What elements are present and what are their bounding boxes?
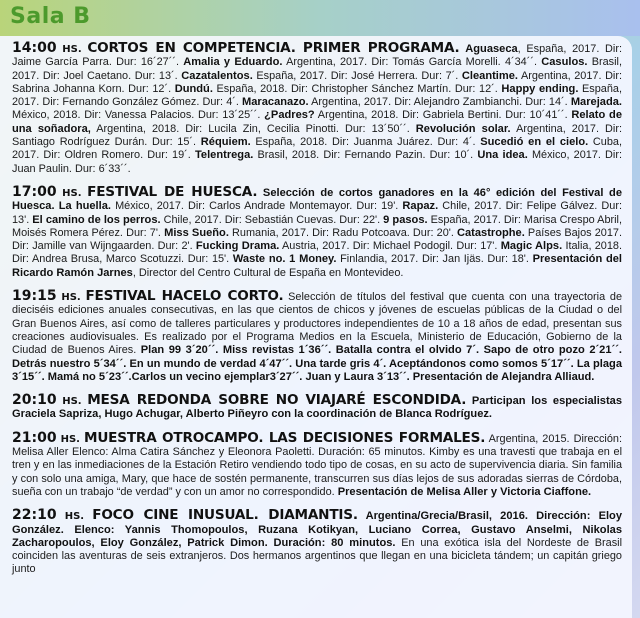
bold-text-run: 9 pasos.	[383, 213, 428, 226]
text-run: Chile, 2017. Dir: Felipe Gálvez. Dur: 13'.	[12, 200, 622, 226]
text-run: Finlandia, 2017. Dir: Jan Ijäs. Dur: 18'.	[336, 253, 533, 266]
text-run: España, 2018. Dir: Juanma Juárez. Dur: 4´.	[250, 136, 481, 149]
text-run: Argentina, 2017. Dir: Santiago Rodríguez Durán. Dur: 15´.	[12, 122, 622, 149]
bold-text-run: Sucedió en el cielo.	[480, 136, 589, 149]
event-description	[12, 43, 622, 175]
text-run: Argentina, 2018. Dir: Lucila Zin, Cecilia Pinotti. Dur: 13´50´´.	[90, 122, 416, 135]
event-description	[12, 291, 622, 383]
text-run: España, 2018. Dir: Christopher Sánchez Martín. Dur: 12´.	[212, 82, 502, 95]
text-run: España, 2017. Dir: Marisa Crespo Abril, Moisés Romera Pérez. Dur: 7'.	[12, 213, 622, 239]
text-run: Brasil, 2017. Dir: Joel Caetano. Dur: 13´.	[12, 56, 622, 82]
text-run: Argentina, 2018. Dir: Gabriela Bertini. Dur: 10´41´´.	[314, 109, 572, 122]
bold-text-run: Waste no. 1 Money.	[232, 253, 337, 266]
event-heading: CORTOS EN COMPETENCIA. PRIMER PROGRAMA.	[87, 40, 460, 56]
bold-text-run: Presentación del Ricardo Ramón Jarnes	[12, 253, 622, 279]
event-description	[12, 187, 622, 279]
event-time: 14:00	[12, 40, 57, 56]
event-heading: FOCO CINE INUSUAL. DIAMANTIS.	[92, 507, 358, 524]
bold-text-run: Revolución solar.	[415, 122, 511, 135]
event-heading: MESA REDONDA SOBRE NO VIAJARÉ ESCONDIDA.	[87, 392, 467, 409]
bold-text-run: Participan los especialistas Graciela Sapriza, Hugo Achugar, Alberto Piñeyro con la coordinación de Blanca Rodríguez.	[12, 395, 623, 421]
text-run: España, 2017. Dir: José Herrera. Dur: 7´.	[252, 69, 462, 82]
text-run: Rumania, 2017. Dir: Radu Potcoava. Dur: 20'.	[228, 226, 457, 239]
text-run: México, 2018. Dir: Vanessa Palacios. Dur: 13´25´´.	[12, 109, 265, 122]
event-block	[12, 429, 622, 499]
event-time: 22:10	[12, 507, 57, 524]
room-title: Sala B	[10, 4, 91, 29]
text-run: Argentina, 2017. Dir: Alejandro Zambianchi. Dur: 14´.	[308, 96, 571, 109]
bold-text-run: Presentación de Melisa Aller y Victoria Ciaffone.	[337, 485, 592, 498]
event-time-unit: HS.	[62, 396, 82, 408]
text-run: Argentina, 2017. Dir: Tomás García Morelli. 4´34´´.	[282, 56, 542, 69]
event-time: 17:00	[12, 183, 57, 200]
event-time: 20:10	[12, 392, 57, 409]
bold-text-run: Selección de cortos ganadores en la 46° edición del Festival de Huesca. La huella.	[12, 186, 622, 213]
event-heading: FESTIVAL DE HUESCA.	[87, 183, 258, 200]
bold-text-run: ¿Padres?	[264, 109, 315, 122]
event-heading: MUESTRA OTROCAMPO. LAS DECISIONES FORMALES.	[84, 429, 486, 446]
text-run: , Director del Centro Cultural de España en Montevideo.	[132, 266, 404, 279]
event-time-unit: HS.	[62, 44, 82, 55]
text-run: Italia, 2018. Dir: Andrea Brusa, Marco Scotuzzi. Dur: 15'.	[12, 240, 622, 266]
bold-text-run: Una idea.	[477, 149, 528, 162]
text-run: Chile, 2017. Dir: Sebastián Cuevas. Dur: 22'.	[160, 213, 384, 226]
event-block	[12, 42, 622, 176]
bold-text-run: Dundú.	[174, 82, 213, 95]
bold-text-run: El camino de los perros.	[32, 213, 161, 226]
text-run: En una exótica isla del Nordeste de Brasil coinciden las aventuras de seis extranjeros. Dos hermanos argentinos que llegan en una bicicleta tándem; un capitán griego junto	[12, 536, 622, 576]
event-block	[12, 183, 622, 280]
text-run: México, 2017. Dir: Juan Paulin. Dur: 6´33´´.	[12, 149, 622, 175]
text-run: Argentina, 2017. Dir: Sabrina Johanna Korn. Dur: 12´.	[12, 69, 623, 95]
event-heading: FESTIVAL HACELO CORTO.	[85, 288, 284, 305]
bold-text-run: Casulos.	[541, 56, 588, 69]
event-time-unit: HS.	[61, 292, 81, 304]
event-time-unit: HS.	[60, 433, 80, 445]
bold-text-run: Relato de una soñadora,	[12, 109, 622, 135]
bold-text-run: Miss Sueño.	[164, 226, 229, 239]
bold-text-run: Réquiem.	[200, 136, 251, 149]
header-bar	[0, 0, 640, 36]
bold-text-run: Plan 99 3´20´´. Miss revistas 1´36´´. Batalla contra el olvido 7´. Sapo de otro pozo 2´21´´. Detrás nuestro 5´34´´. En un mundo de verdad 4´47´´. Una tarde gris 4´. Aceptándonos como somos 5´17´´. La plaga 3´15´´. Mamá no 5´23´´.Carlos un vecino ejemplar3´27´´. Juan y Laura 3´13´´. Presentación de Alejandra Alliaud.	[12, 344, 622, 383]
text-run: Países Bajos 2017. Dir: Jamille van Wijngaarden. Dur: 2'.	[12, 226, 622, 253]
text-run: México, 2017. Dir: Carlos Andrade Montemayor. Dur: 19'.	[110, 200, 403, 213]
bold-text-run: Maracanazo.	[242, 96, 309, 109]
bold-text-run: Telentrega.	[194, 149, 254, 162]
bold-text-run: Catastrophe.	[456, 226, 525, 239]
bold-text-run: Argentina/Grecia/Brasil, 2016. Dirección: Eloy González. Elenco: Yannis Thomopoulos, Ruzana Kotikyan, Luciano Correa, Gustavo Anselmi, Nikolas Zacharopoulos, Eloy González, Patrick Dimon. Duración: 80 minutos.	[12, 510, 622, 549]
event-time: 21:00	[12, 429, 57, 446]
bold-text-run: Fucking Drama.	[195, 240, 280, 253]
bold-text-run: Magic Alps.	[500, 240, 563, 253]
schedule-panel	[0, 36, 632, 618]
bold-text-run: Marejada.	[570, 96, 622, 109]
event-block	[12, 509, 622, 576]
text-run: Selección de títulos del festival que cuenta con una trayectoria de dieciséis ediciones anuales consecutivas, en las que cientos de chicos y jóvenes de escuelas públicas de la Ciudad o del Gran Buenos Aires, así como de talleres particulares y productores independientes de 10 a 18 años de edad, presentan sus creaciones audiovisuales. Es realizado por el Programa Medios en la Escuela, Ministerio de Educación, Gobierno de la Ciudad de Buenos Aires.	[12, 291, 622, 357]
text-run: Brasil, 2018. Dir: Fernando Pazin. Dur: 10´.	[253, 149, 478, 162]
text-run: Argentina, 2015. Dirección: Melisa Aller Elenco: Alma Catira Sánchez y Eleonora Paoletti. Duración: 65 minutos. Kimby es una travesti que trabaja en el tren y en las inmediaciones de la Estación Retiro vendiendo todo tipo de cosas, en su acto de supervivencia diaria. Sin familia y con solo una amiga, Mary, que hace de sostén permanente, transcurren sus días lejos de sus adoradas sierras de Córdoba, sueña con un trabajo “de verdad” y con un amor no correspondido.	[12, 432, 622, 498]
text-run: Austria, 2017. Dir: Michael Podogil. Dur: 17'.	[279, 240, 501, 253]
text-run: Cuba, 2017. Dir: Oldren Romero. Dur: 19´.	[12, 136, 622, 162]
bold-text-run: Aguaseca	[465, 43, 518, 55]
text-run: , España, 2017. Dir: Jaime García Parra. Dur: 16´27´´.	[12, 43, 622, 69]
bold-text-run: Amalia y Eduardo.	[183, 56, 283, 69]
event-block	[12, 290, 622, 384]
bold-text-run: Cazatalentos.	[181, 69, 253, 82]
text-run: España, 2017. Dir: Fernando González Gómez. Dur: 4´.	[12, 82, 622, 109]
event-time-unit: HS.	[62, 187, 82, 199]
event-time: 19:15	[12, 288, 57, 305]
bold-text-run: Rapaz.	[402, 200, 439, 213]
bold-text-run: Happy ending.	[501, 82, 579, 95]
event-block	[12, 394, 622, 422]
bold-text-run: Cleantime.	[461, 69, 518, 82]
event-time-unit: HS.	[64, 511, 85, 523]
